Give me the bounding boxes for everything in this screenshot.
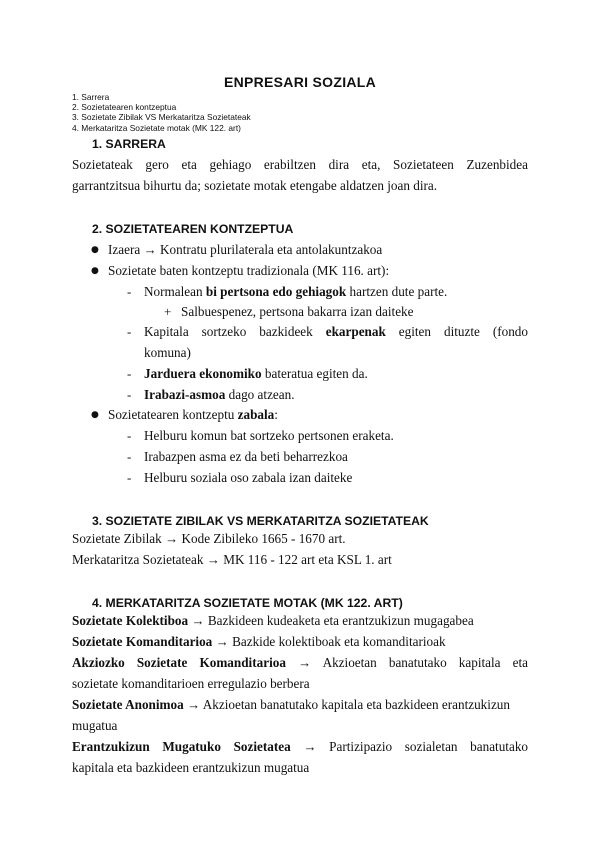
section-heading-motak: 4. MERKATARITZA SOZIETATE MOTAK (MK 122. ART)	[92, 596, 403, 610]
company-type-desc: → Partizipazio sozialetan banatutako	[290, 739, 529, 754]
sub-item-text: Normalean	[144, 284, 206, 299]
dash-icon: -	[127, 470, 132, 485]
section-heading-zibilak: 3. SOZIETATE ZIBILAK VS MERKATARITZA SOZIETATEAK	[92, 514, 429, 528]
company-type-desc: → Akzioetan banatutako kapitala eta	[285, 655, 528, 670]
bullet-text-part: :	[274, 407, 278, 422]
sub-item-bold: Jarduera ekonomiko	[144, 366, 262, 381]
toc-item: 1. Sarrera	[72, 92, 110, 102]
plus-icon: +	[164, 304, 172, 319]
paragraph-line: garrantzitsua bihurtu da; sozietate motak etengabe aldatzen joan dira.	[72, 178, 438, 193]
company-type-name: Sozietate Komanditarioa	[72, 634, 213, 649]
company-type-desc: → Bazkideen kudeaketa eta erantzukizun mugagabea	[188, 613, 474, 628]
company-type-desc: → Akzioetan banatutako kapitala eta bazkideen erantzukizun	[183, 697, 510, 712]
company-type-continuation: kapitala eta bazkideen erantzukizun mugatua	[72, 760, 310, 775]
sub-item-continuation: komuna)	[144, 345, 191, 360]
bullet-icon: ●	[91, 410, 99, 420]
sub-item	[144, 366, 368, 382]
sub-item-text: dago atzean.	[225, 387, 295, 402]
document-title: ENPRESARI SOZIALA	[223, 74, 377, 90]
bullet-text-part: Sozietatearen kontzeptu	[108, 407, 238, 422]
sub-item	[144, 284, 447, 300]
bullet-text-bold: zabala	[237, 407, 275, 422]
sub-item-bold: bi pertsona edo gehiagok	[205, 284, 347, 299]
toc-item: 3. Sozietate Zibilak VS Merkataritza Sozietateak	[72, 112, 251, 123]
company-type-row	[72, 697, 510, 713]
company-type-continuation: sozietate komanditarioen erregulazio berbera	[72, 676, 310, 691]
section-heading-kontzeptua: 2. SOZIETATEAREN KONTZEPTUA	[92, 222, 294, 236]
company-type-name: Erantzukizun Mugatuko Sozietatea	[72, 739, 291, 754]
company-type-row	[72, 634, 446, 650]
sub-item-bold: Irabazi-asmoa	[144, 387, 226, 402]
bullet-text	[108, 407, 278, 423]
table-of-contents	[72, 92, 251, 133]
sub-item-text: egiten dituzte (fondo	[385, 324, 528, 339]
dash-icon: -	[127, 284, 132, 299]
dash-icon: -	[127, 366, 132, 381]
dash-icon: -	[127, 324, 132, 339]
dash-icon: -	[127, 428, 132, 443]
toc-item: 2. Sozietatearen kontzeptua	[72, 102, 177, 113]
company-type-continuation: mugatua	[72, 718, 118, 733]
company-type-row	[72, 655, 528, 671]
sub-sub-item: Salbuespenez, pertsona bakarra izan daiteke	[181, 304, 414, 319]
dash-icon: -	[127, 449, 132, 464]
sub-item: Helburu komun bat sortzeko pertsonen eraketa.	[144, 428, 394, 443]
bullet-icon: ●	[91, 245, 99, 255]
company-type-desc: → Bazkide kolektiboak eta komanditarioak	[212, 634, 446, 649]
bullet-text: Izaera → Kontratu plurilaterala eta antolakuntzakoa	[108, 242, 383, 257]
company-type-row	[72, 739, 528, 755]
company-type-name: Akziozko Sozietate Komanditarioa	[72, 655, 286, 670]
company-type-row	[72, 613, 474, 629]
sub-item-text: hartzen dute parte.	[346, 284, 448, 299]
section-heading-sarrera: 1. SARRERA	[92, 137, 166, 151]
dash-icon: -	[127, 387, 132, 402]
sub-item	[144, 387, 295, 403]
sub-item-bold: ekarpenak	[325, 324, 386, 339]
sub-item-text: bateratua egiten da.	[261, 366, 368, 381]
sub-item-text: Kapitala sortzeko bazkideek	[144, 324, 326, 339]
company-type-name: Sozietate Anonimoa	[72, 697, 184, 712]
toc-item: 4. Merkataritza Sozietate motak (MK 122. art)	[72, 122, 241, 133]
sub-item	[144, 324, 528, 340]
paragraph-line: Sozietate Zibilak → Kode Zibileko 1665 - 1670 art.	[72, 531, 346, 546]
sub-item: Helburu soziala oso zabala izan daiteke	[144, 470, 353, 485]
bullet-text: Sozietate baten kontzeptu tradizionala (MK 116. art):	[108, 263, 390, 278]
company-type-name: Sozietate Kolektiboa	[72, 613, 189, 628]
paragraph-line: Sozietateak gero eta gehiago erabiltzen dira eta, Sozietateen Zuzenbidea	[72, 157, 528, 172]
bullet-icon: ●	[91, 266, 99, 276]
paragraph-line: Merkataritza Sozietateak → MK 116 - 122 art eta KSL 1. art	[72, 552, 392, 567]
sub-item: Irabazpen asma ez da beti beharrezkoa	[144, 449, 348, 464]
